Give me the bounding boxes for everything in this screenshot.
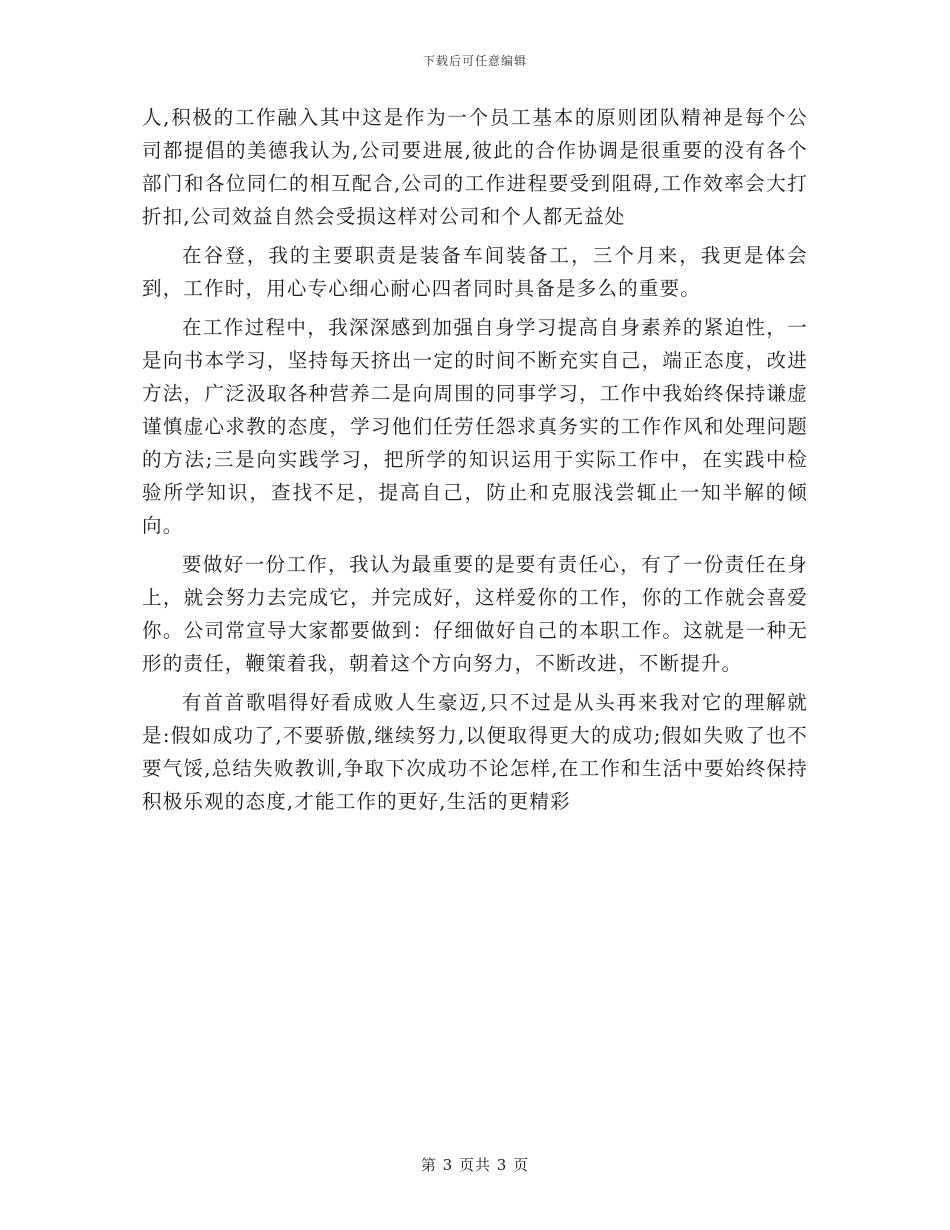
- paragraph-job-duty: 在谷登，我的主要职责是装备车间装备工，三个月来，我更是体会到，工作时，用心专心细心耐心四者同时具备是多么的重要。: [142, 244, 808, 300]
- page-number: 第 3 页共 3 页: [420, 1156, 530, 1174]
- paragraph-teamwork: 人,积极的工作融入其中这是作为一个员工基本的原则团队精神是每个公司都提倡的美德我认为,公司要进展,彼此的合作协调是很重要的没有各个部门和各位同仁的相互配合,公司的工作进程要受到阻碍,工作效率会大打折扣,公司效益自然会受损这样对公司和个人都无益处: [142, 106, 808, 228]
- paragraph-song: 有首首歌唱得好看成败人生豪迈,只不过是从头再来我对它的理解就是:假如成功了,不要骄傲,继续努力,以便取得更大的成功;假如失败了也不要气馁,总结失败教训,争取下次成功不论怎样,在工作和生活中要始终保持积极乐观的态度,才能工作的更好,生活的更精彩: [142, 691, 808, 813]
- paragraph-responsibility: 要做好一份工作，我认为最重要的是要有责任心，有了一份责任在身上，就会努力去完成它，并完成好，这样爱你的工作，你的工作就会喜爱你。公司常宣导大家都要做到：仔细做好自己的本职工作。这就是一种无形的责任，鞭策着我，朝着这个方向努力，不断改进，不断提升。: [142, 553, 808, 675]
- header-note: 下载后可任意编辑: [422, 54, 527, 68]
- document-body: [142, 101, 808, 824]
- paragraph-self-study: 在工作过程中，我深深感到加强自身学习提高自身素养的紧迫性，一是向书本学习，坚持每天挤出一定的时间不断充实自己，端正态度，改进方法，广泛汲取各种营养二是向周围的同事学习，工作中我始终保持谦虚谨慎虚心求教的态度，学习他们任劳任怨求真务实的工作作风和处理问题的方法;三是向实践学习，把所学的知识运用于实际工作中，在实践中检验所学知识，查找不足，提高自己，防止和克服浅尝辄止一知半解的倾向。: [142, 316, 808, 537]
